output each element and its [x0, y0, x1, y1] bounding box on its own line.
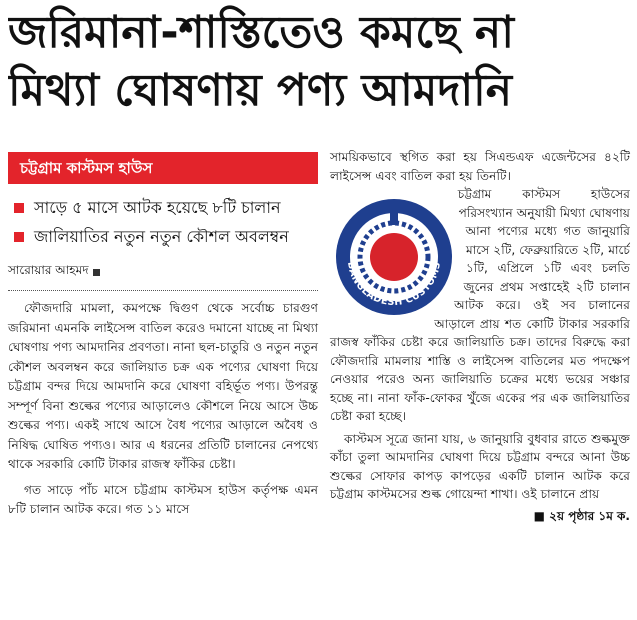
- kicker-banner: চট্টগ্রাম কাস্টমস হাউস: [8, 152, 318, 184]
- square-bullet-icon: [14, 232, 24, 242]
- highlight-text: সাড়ে ৫ মাসে আটক হয়েছে ৮টি চালান: [34, 198, 281, 217]
- highlight-text: জালিয়াতির নতুন নতুন কৌশল অবলম্বন: [34, 227, 289, 246]
- byline-author: সারোয়ার আহমদ: [8, 263, 89, 277]
- highlights: [8, 196, 318, 248]
- byline: [8, 262, 318, 282]
- square-bullet-icon: [14, 203, 24, 213]
- wrap-block: [330, 185, 630, 426]
- seal-ring-text: BANGLADESH CUSTOMS: [344, 261, 443, 309]
- paragraph: চট্টগ্রাম কাস্টমস হাউসের পরিসংখ্যান অনুযায়ী মিথ্যা ঘোষণায় আনা পণ্যের মধ্যে গত জানুয়ারি মাসে ২টি, ফেব্রুয়ারিতে ২টি, মার্চে ১টি, এপ্রিলে ১টি এবং চলতি জুনের প্রথম সপ্তাহেই ২টি চালান আটক করে। ওই সব চালানের আড়ালে প্রায় শত কোটি টাকার সরকারি রাজস্ব ফাঁকির চেষ্টা করে জালিয়াতি চক্র। তাদের বিরুদ্ধে করা ফৌজদারি মামলায় শাস্তি ও লাইসেন্স বাতিলের মত পদক্ষেপ নেওয়ার পরেও অন্য জালিয়াতি চক্রের মধ্যে ভয়ের সঞ্চার হচ্ছে না। নানা ফাঁক-ফোকর খুঁজে একের পর এক জালিয়াতির চেষ্টা করা হচ্ছে।: [330, 187, 630, 423]
- continuation-text: ২য় পৃষ্ঠার ১ম ক.: [549, 508, 630, 523]
- paragraph: সাময়িকভাবে স্থগিত করা হয় সিএন্ডএফ এজেন্টসের ৪২টি লাইসেন্স এবং বাতিল করা হয় তিনটি।: [330, 150, 630, 183]
- headline-line-2: মিথ্যা ঘোষণায় পণ্য আমদানি: [8, 65, 513, 116]
- paragraph: গত সাড়ে পাঁচ মাসে চট্টগ্রাম কাস্টমস হাউস কর্তৃপক্ষ এমন ৮টি চালান আটক করে। গত ১১ মাসে: [8, 482, 318, 516]
- paragraph: কাস্টমস সূত্রে জানা যায়, ৬ জানুয়ারি বুধবার রাতে শুল্কমুক্ত কাঁচা তুলা আমদানির ঘোষণা দিয়ে চট্টগ্রাম বন্দরে আনা উচ্চ শুল্কের সোফার কাপড় কাপড়ের একটি চালান আটক করে চট্টগ্রাম কাস্টমসের শুল্ক গোয়েন্দা শাখা। ওই চালানে প্রায়: [330, 431, 630, 501]
- paragraph: ফৌজদারি মামলা, কমপক্ষে দ্বিগুণ থেকে সর্বোচ্চ চারগুণ জরিমানা এমনকি লাইসেন্স বাতিল করেও দমানো যাচ্ছে না মিথ্যা ঘোষণায় পণ্য আমদানির প্রবণতা। নানা ছল-চাতুরি ও নতুন নতুন কৌশল অবলম্বন করে জালিয়াত চক্র এক পণ্যের ঘোষণা দিয়ে চট্টগ্রাম বন্দর দিয়ে আমদানি করে ঘোষণা বহির্ভূত পণ্য। উপরন্তু সম্পূর্ণ বিনা শুল্কের পণ্যের আড়ালেও কৌশলে নিয়ে আসে উচ্চ শুল্কের পণ্য। একই সাথে আসে বৈধ পণ্যের আড়ালে অবৈধ ও নিষিদ্ধ ঘোষিত পণ্যও। আর এ ধরনের প্রতিটি চালানের নেপথ্যে থাকে সরকারি কোটি টাকার রাজস্ব ফাঁকির চেষ্টা।: [8, 301, 318, 471]
- continuation-note: [330, 508, 630, 528]
- square-end-icon: [93, 269, 100, 276]
- article-body-left: [8, 299, 318, 520]
- bangladesh-customs-seal-icon: [330, 189, 458, 324]
- headline: [8, 4, 628, 120]
- headline-line-1: জরিমানা-শাস্তিতেও কমছে না: [8, 7, 514, 58]
- right-column: [330, 148, 630, 528]
- left-column: [8, 152, 318, 520]
- highlight-item: [8, 196, 318, 219]
- divider: [8, 290, 318, 291]
- jump-bullet-icon: ■: [533, 508, 550, 523]
- highlight-item: [8, 225, 318, 248]
